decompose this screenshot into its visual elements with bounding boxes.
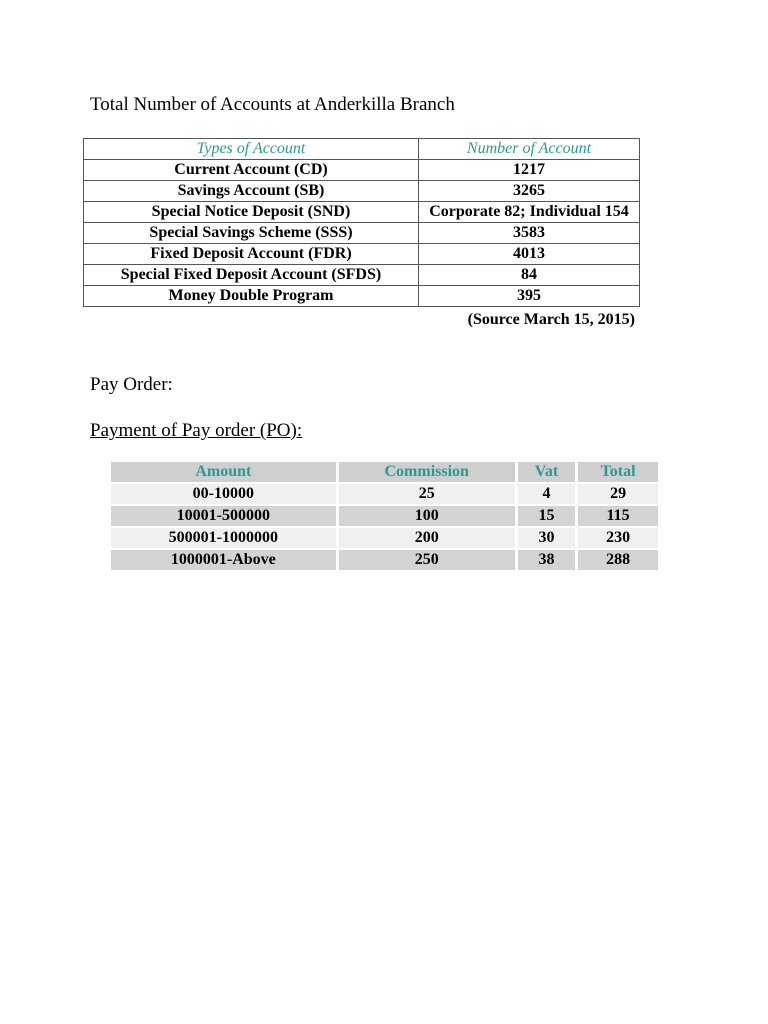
account-type-cell: Special Savings Scheme (SSS): [84, 223, 419, 244]
amount-cell: 1000001-Above: [111, 550, 336, 570]
table-row: [111, 528, 658, 548]
table-row: [84, 286, 640, 307]
table-row: [84, 265, 640, 286]
po-header-row: [111, 462, 658, 482]
vat-cell: 15: [518, 506, 575, 526]
account-type-cell: Savings Account (SB): [84, 181, 419, 202]
table-row: [84, 202, 640, 223]
commission-cell: 100: [339, 506, 515, 526]
accounts-title: Total Number of Accounts at Anderkilla Branch: [90, 94, 455, 115]
total-cell: 29: [578, 484, 658, 504]
account-count-cell: Corporate 82; Individual 154: [419, 202, 640, 223]
header-amount: Amount: [111, 462, 336, 482]
header-number-of-account: Number of Account: [419, 139, 640, 160]
header-commission: Commission: [339, 462, 515, 482]
payment-of-pay-order-title: Payment of Pay order (PO):: [90, 420, 303, 441]
account-count-cell: 3583: [419, 223, 640, 244]
table-row: [84, 244, 640, 265]
table-row: [111, 550, 658, 570]
vat-cell: 38: [518, 550, 575, 570]
table-row: [111, 506, 658, 526]
total-cell: 288: [578, 550, 658, 570]
pay-order-table: [108, 460, 661, 572]
table-row: [111, 484, 658, 504]
account-count-cell: 3265: [419, 181, 640, 202]
account-type-cell: Special Fixed Deposit Account (SFDS): [84, 265, 419, 286]
amount-cell: 500001-1000000: [111, 528, 336, 548]
header-total: Total: [578, 462, 658, 482]
account-count-cell: 84: [419, 265, 640, 286]
account-type-cell: Fixed Deposit Account (FDR): [84, 244, 419, 265]
accounts-table: [83, 138, 640, 307]
account-type-cell: Special Notice Deposit (SND): [84, 202, 419, 223]
account-count-cell: 4013: [419, 244, 640, 265]
amount-cell: 00-10000: [111, 484, 336, 504]
table-row: [84, 223, 640, 244]
vat-cell: 4: [518, 484, 575, 504]
account-count-cell: 1217: [419, 160, 640, 181]
vat-cell: 30: [518, 528, 575, 548]
total-cell: 230: [578, 528, 658, 548]
commission-cell: 200: [339, 528, 515, 548]
accounts-header-row: [84, 139, 640, 160]
source-note: (Source March 15, 2015): [467, 311, 635, 328]
account-type-cell: Current Account (CD): [84, 160, 419, 181]
table-row: [84, 181, 640, 202]
commission-cell: 250: [339, 550, 515, 570]
total-cell: 115: [578, 506, 658, 526]
amount-cell: 10001-500000: [111, 506, 336, 526]
pay-order-label: Pay Order:: [90, 374, 173, 395]
header-vat: Vat: [518, 462, 575, 482]
commission-cell: 25: [339, 484, 515, 504]
header-types-of-account: Types of Account: [84, 139, 419, 160]
account-type-cell: Money Double Program: [84, 286, 419, 307]
table-row: [84, 160, 640, 181]
account-count-cell: 395: [419, 286, 640, 307]
